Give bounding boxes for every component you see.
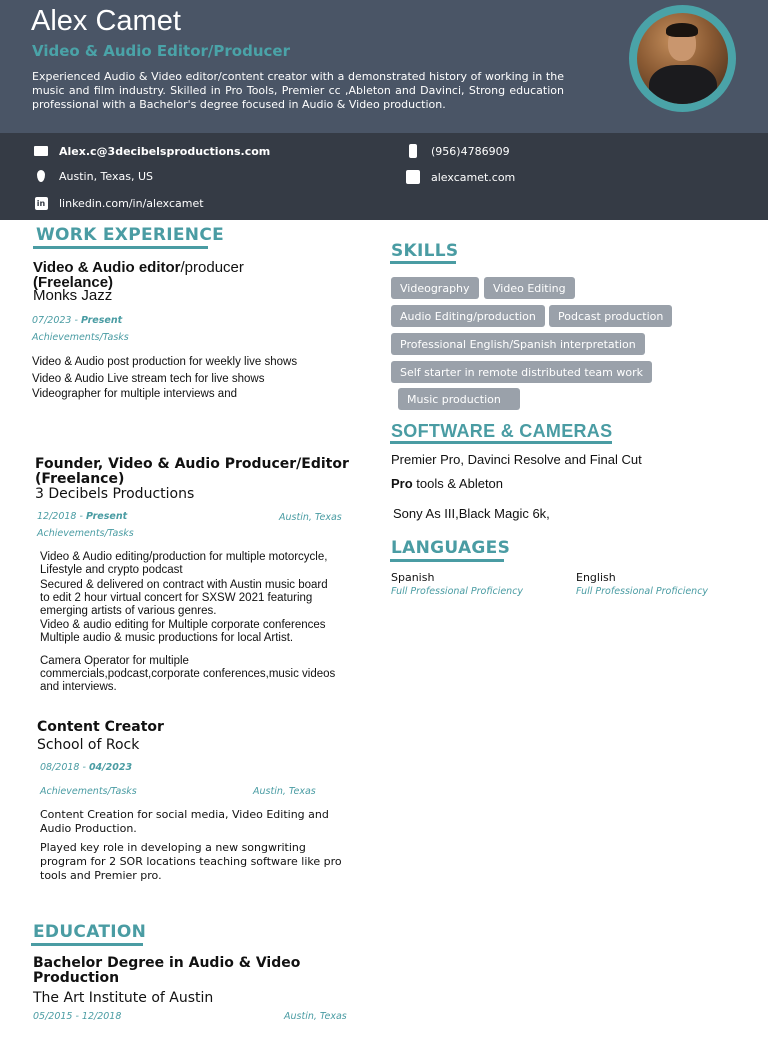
job2-task: Video & Audio editing/production for multiple motorcycle, Lifestyle and crypto podcast (40, 551, 328, 576)
job3-task: Content Creation for social media, Video Editing and Audio Production. (40, 808, 329, 835)
job2-location: Austin, Texas (279, 512, 342, 523)
software-section-title: SOFTWARE & CAMERAS (391, 421, 613, 441)
software-line: Premier Pro, Davinci Resolve and Final Cut (391, 452, 642, 467)
languages-section-title: LANGUAGES (391, 538, 511, 558)
linkedin-icon: in (34, 196, 48, 210)
cameras-line: Sony As III,Black Magic 6k, (393, 506, 550, 521)
skill-pill: Audio Editing/production (391, 305, 545, 327)
contact-email[interactable] (34, 144, 270, 158)
contact-location (34, 169, 153, 183)
education-degree: Bachelor Degree in Audio & Video Production (33, 955, 301, 986)
language-name: English (576, 571, 616, 584)
skill-pill: Music production (398, 388, 520, 410)
mail-icon (34, 144, 48, 158)
work-section-underline (33, 246, 208, 249)
education-school: The Art Institute of Austin (33, 990, 214, 1006)
contact-phone[interactable] (406, 144, 510, 158)
job1-task: Videographer for multiple interviews and (32, 388, 237, 400)
skills-section-underline (390, 261, 456, 264)
contact-website[interactable] (406, 170, 515, 184)
education-section-title: EDUCATION (33, 922, 147, 942)
candidate-subtitle: Video & Audio Editor/Producer (32, 42, 290, 60)
job2-date: 12/2018 - Present (37, 511, 128, 522)
language-level: Full Professional Proficiency (576, 586, 709, 597)
job1-org: Monks Jazz (33, 287, 113, 304)
job1-task: Video & Audio Live stream tech for live shows (32, 373, 265, 385)
job2-task: Camera Operator for multiple commercials,podcast,corporate conferences,music videos and interviews. (40, 655, 336, 693)
profile-photo-frame (629, 5, 736, 112)
contact-linkedin[interactable] (34, 196, 204, 210)
job1-achievements-label: Achievements/Tasks (32, 332, 129, 343)
job3-location: Austin, Texas (253, 786, 316, 797)
education-dates: 05/2015 - 12/2018 (33, 1011, 122, 1022)
phone-text[interactable]: (956)4786909 (431, 144, 510, 158)
job2-title: Founder, Video & Audio Producer/Editor (Freelance) (35, 456, 349, 487)
education-location: Austin, Texas (284, 1011, 347, 1022)
skill-pill: Self starter in remote distributed team work (391, 361, 652, 383)
job1-title: Video & Audio editor/producer (33, 259, 244, 276)
job3-task: Played key role in developing a new songwriting program for 2 SOR locations teaching software like pro tools and Premier pro. (40, 841, 342, 882)
software-section-underline (390, 441, 612, 444)
education-section-underline (31, 943, 143, 946)
job3-org: School of Rock (37, 737, 140, 753)
job2-org: 3 Decibels Productions (35, 486, 195, 502)
job1-title-line2: (Freelance) (33, 274, 114, 291)
summary-text: Experienced Audio & Video editor/content creator with a demonstrated history of working in the music and film industry. Skilled in Pro Tools, Premier cc ,Ableton and Davinci, Strong education professional with a Bachelor's degree focused in Audio & Video production. (32, 70, 564, 111)
linkedin-text[interactable]: linkedin.com/in/alexcamet (59, 196, 204, 210)
job2-task: Secured & delivered on contract with Austin music board to edit 2 hour virtual concert for SXSW 2021 featuring emerging artists of various genres. (40, 579, 328, 617)
skill-pill: Podcast production (549, 305, 672, 327)
skills-section-title: SKILLS (391, 241, 459, 261)
language-name: Spanish (391, 571, 435, 584)
profile-photo (637, 13, 728, 104)
languages-section-underline (390, 559, 504, 562)
phone-icon (406, 144, 420, 158)
email-text[interactable]: Alex.c@3decibelsproductions.com (59, 144, 271, 158)
skill-pill: Video Editing (484, 277, 575, 299)
location-text: Austin, Texas, US (59, 169, 153, 183)
job2-task: Video & audio editing for Multiple corporate conferences Multiple audio & music productions for local Artist. (40, 619, 326, 644)
job1-date: 07/2023 - Present (32, 315, 123, 326)
website-text[interactable]: alexcamet.com (431, 170, 516, 184)
location-pin-icon (34, 169, 48, 183)
job3-achievements-label: Achievements/Tasks (40, 786, 137, 797)
job2-achievements-label: Achievements/Tasks (37, 528, 134, 539)
job3-title: Content Creator (37, 719, 164, 735)
candidate-name: Alex Camet (31, 5, 181, 37)
job1-task: Video & Audio post production for weekly live shows (32, 356, 298, 368)
skill-pill: Videography (391, 277, 479, 299)
job3-date: 08/2018 - 04/2023 (40, 762, 133, 773)
web-icon (406, 170, 420, 184)
work-section-title: WORK EXPERIENCE (36, 225, 225, 245)
skill-pill: Professional English/Spanish interpretation (391, 333, 645, 355)
language-level: Full Professional Proficiency (391, 586, 524, 597)
software-line: Pro tools & Ableton (391, 476, 504, 491)
